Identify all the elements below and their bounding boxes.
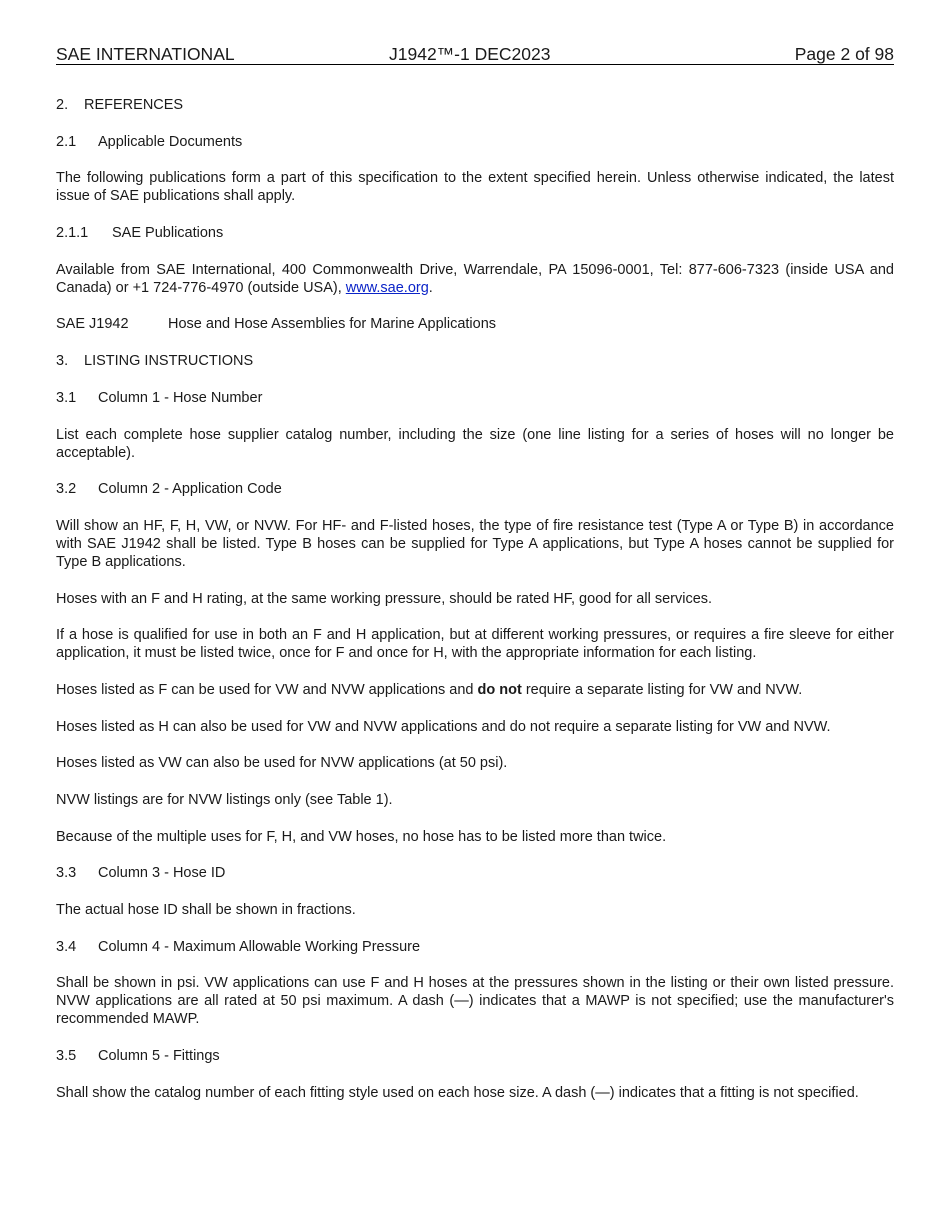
section-title: LISTING INSTRUCTIONS: [84, 353, 254, 370]
section-heading-3-4: [56, 938, 894, 956]
reference-entry-j1942: [56, 315, 894, 333]
section-title: Column 3 - Hose ID: [98, 865, 226, 882]
paragraph-fittings: Shall show the catalog number of each fitting style used on each hose size. A dash (—) indicates that a fitting is not specified.: [56, 1084, 859, 1101]
section-title: REFERENCES: [84, 97, 184, 113]
section-number: 3.5: [56, 1048, 77, 1065]
document-body: [56, 96, 894, 1121]
text-post: require a separate listing for VW and NVW.: [521, 681, 803, 698]
paragraph-h-hoses: Hoses listed as H can also be used for VW and NVW applications and do not require a separate listing for VW and NVW.: [56, 718, 831, 735]
paragraph-hose-id: The actual hose ID shall be shown in fractions.: [56, 902, 356, 919]
header-page-number: Page 2 of 98: [794, 44, 894, 64]
sae-website-link[interactable]: www.sae.org: [345, 279, 429, 296]
text-bold: do not: [477, 681, 522, 698]
paragraph-vw-hoses: Hoses listed as VW can also be used for NVW applications (at 50 psi).: [56, 755, 508, 772]
section-title: Column 2 - Application Code: [98, 481, 282, 498]
section-heading-2-1: [56, 133, 894, 151]
paragraph-mawp: Shall be shown in psi. VW applications can use F and H hoses at the pressures shown in the listing or their own listed pressure. NVW applications are all rated at 50 psi maximum. A dash (—) indicates that a MAWP is not specified; use the manufacturer's recommended MAWP.: [56, 975, 894, 1028]
header-org: SAE INTERNATIONAL: [56, 44, 235, 64]
page-header: [56, 44, 894, 65]
section-number: 2.1.1: [56, 225, 89, 242]
section-number: 3.2: [56, 481, 77, 498]
section-number: 2.1: [56, 133, 77, 150]
section-number: 2.: [56, 97, 69, 113]
section-heading-2-1-1: [56, 224, 894, 242]
section-title: Applicable Documents: [98, 133, 243, 150]
section-number: 3.: [56, 353, 69, 370]
paragraph-following-publications: The following publications form a part of this specification to the extent specified herein. Unless otherwise indicated, the latest issue of SAE publications shall apply.: [56, 170, 894, 205]
paragraph-multiple-uses: Because of the multiple uses for F, H, and VW hoses, no hose has to be listed more than twice.: [56, 828, 667, 845]
text-pre: Hoses listed as F can be used for VW and NVW applications and: [56, 681, 478, 698]
section-number: 3.4: [56, 938, 77, 955]
availability-text: Available from SAE International, 400 Commonwealth Drive, Warrendale, PA 15096-0001, Tel: 877-606-7323 (inside USA and Canada) or +1 724-776-4970 (outside USA),: [56, 261, 894, 296]
section-heading-3-2: [56, 480, 894, 498]
paragraph-nvw-listings: NVW listings are for NVW listings only (see Table 1).: [56, 792, 393, 808]
availability-end: .: [428, 279, 433, 296]
section-heading-3-5: [56, 1047, 894, 1065]
paragraph-listed-twice: If a hose is qualified for use in both an F and H application, but at different working pressures, or requires a fire sleeve for either application, it must be listed twice, once for F and once for H, with the appropriate information for each listing.: [56, 627, 894, 662]
section-title: Column 4 - Maximum Allowable Working Pressure: [98, 938, 421, 955]
reference-title: Hose and Hose Assemblies for Marine Applications: [168, 316, 497, 333]
section-heading-3: [56, 352, 894, 370]
section-heading-3-1: [56, 389, 894, 407]
section-number: 3.1: [56, 389, 77, 406]
header-doc-id: J1942™-1 DEC2023: [389, 44, 551, 64]
reference-code: SAE J1942: [56, 316, 129, 333]
section-heading-3-3: [56, 864, 894, 882]
paragraph-hf-rating: Hoses with an F and H rating, at the same working pressure, should be rated HF, good for all services.: [56, 590, 713, 607]
section-title: Column 1 - Hose Number: [98, 389, 263, 406]
paragraph-application-code: Will show an HF, F, H, VW, or NVW. For HF- and F-listed hoses, the type of fire resistance test (Type A or Type B) in accordance with SAE J1942 shall be listed. Type B hoses can be supplied for Type A applications, but Type A hoses cannot be supplied for Type B applications.: [56, 517, 894, 570]
paragraph-hose-number: List each complete hose supplier catalog number, including the size (one line listing for a series of hoses will no longer be acceptable).: [56, 426, 894, 461]
section-heading-2: [56, 96, 894, 114]
section-number: 3.3: [56, 865, 77, 882]
section-title: Column 5 - Fittings: [98, 1048, 220, 1065]
section-title: SAE Publications: [112, 225, 224, 242]
paragraph-available-from: [56, 261, 894, 297]
paragraph-f-hoses: [56, 681, 894, 699]
